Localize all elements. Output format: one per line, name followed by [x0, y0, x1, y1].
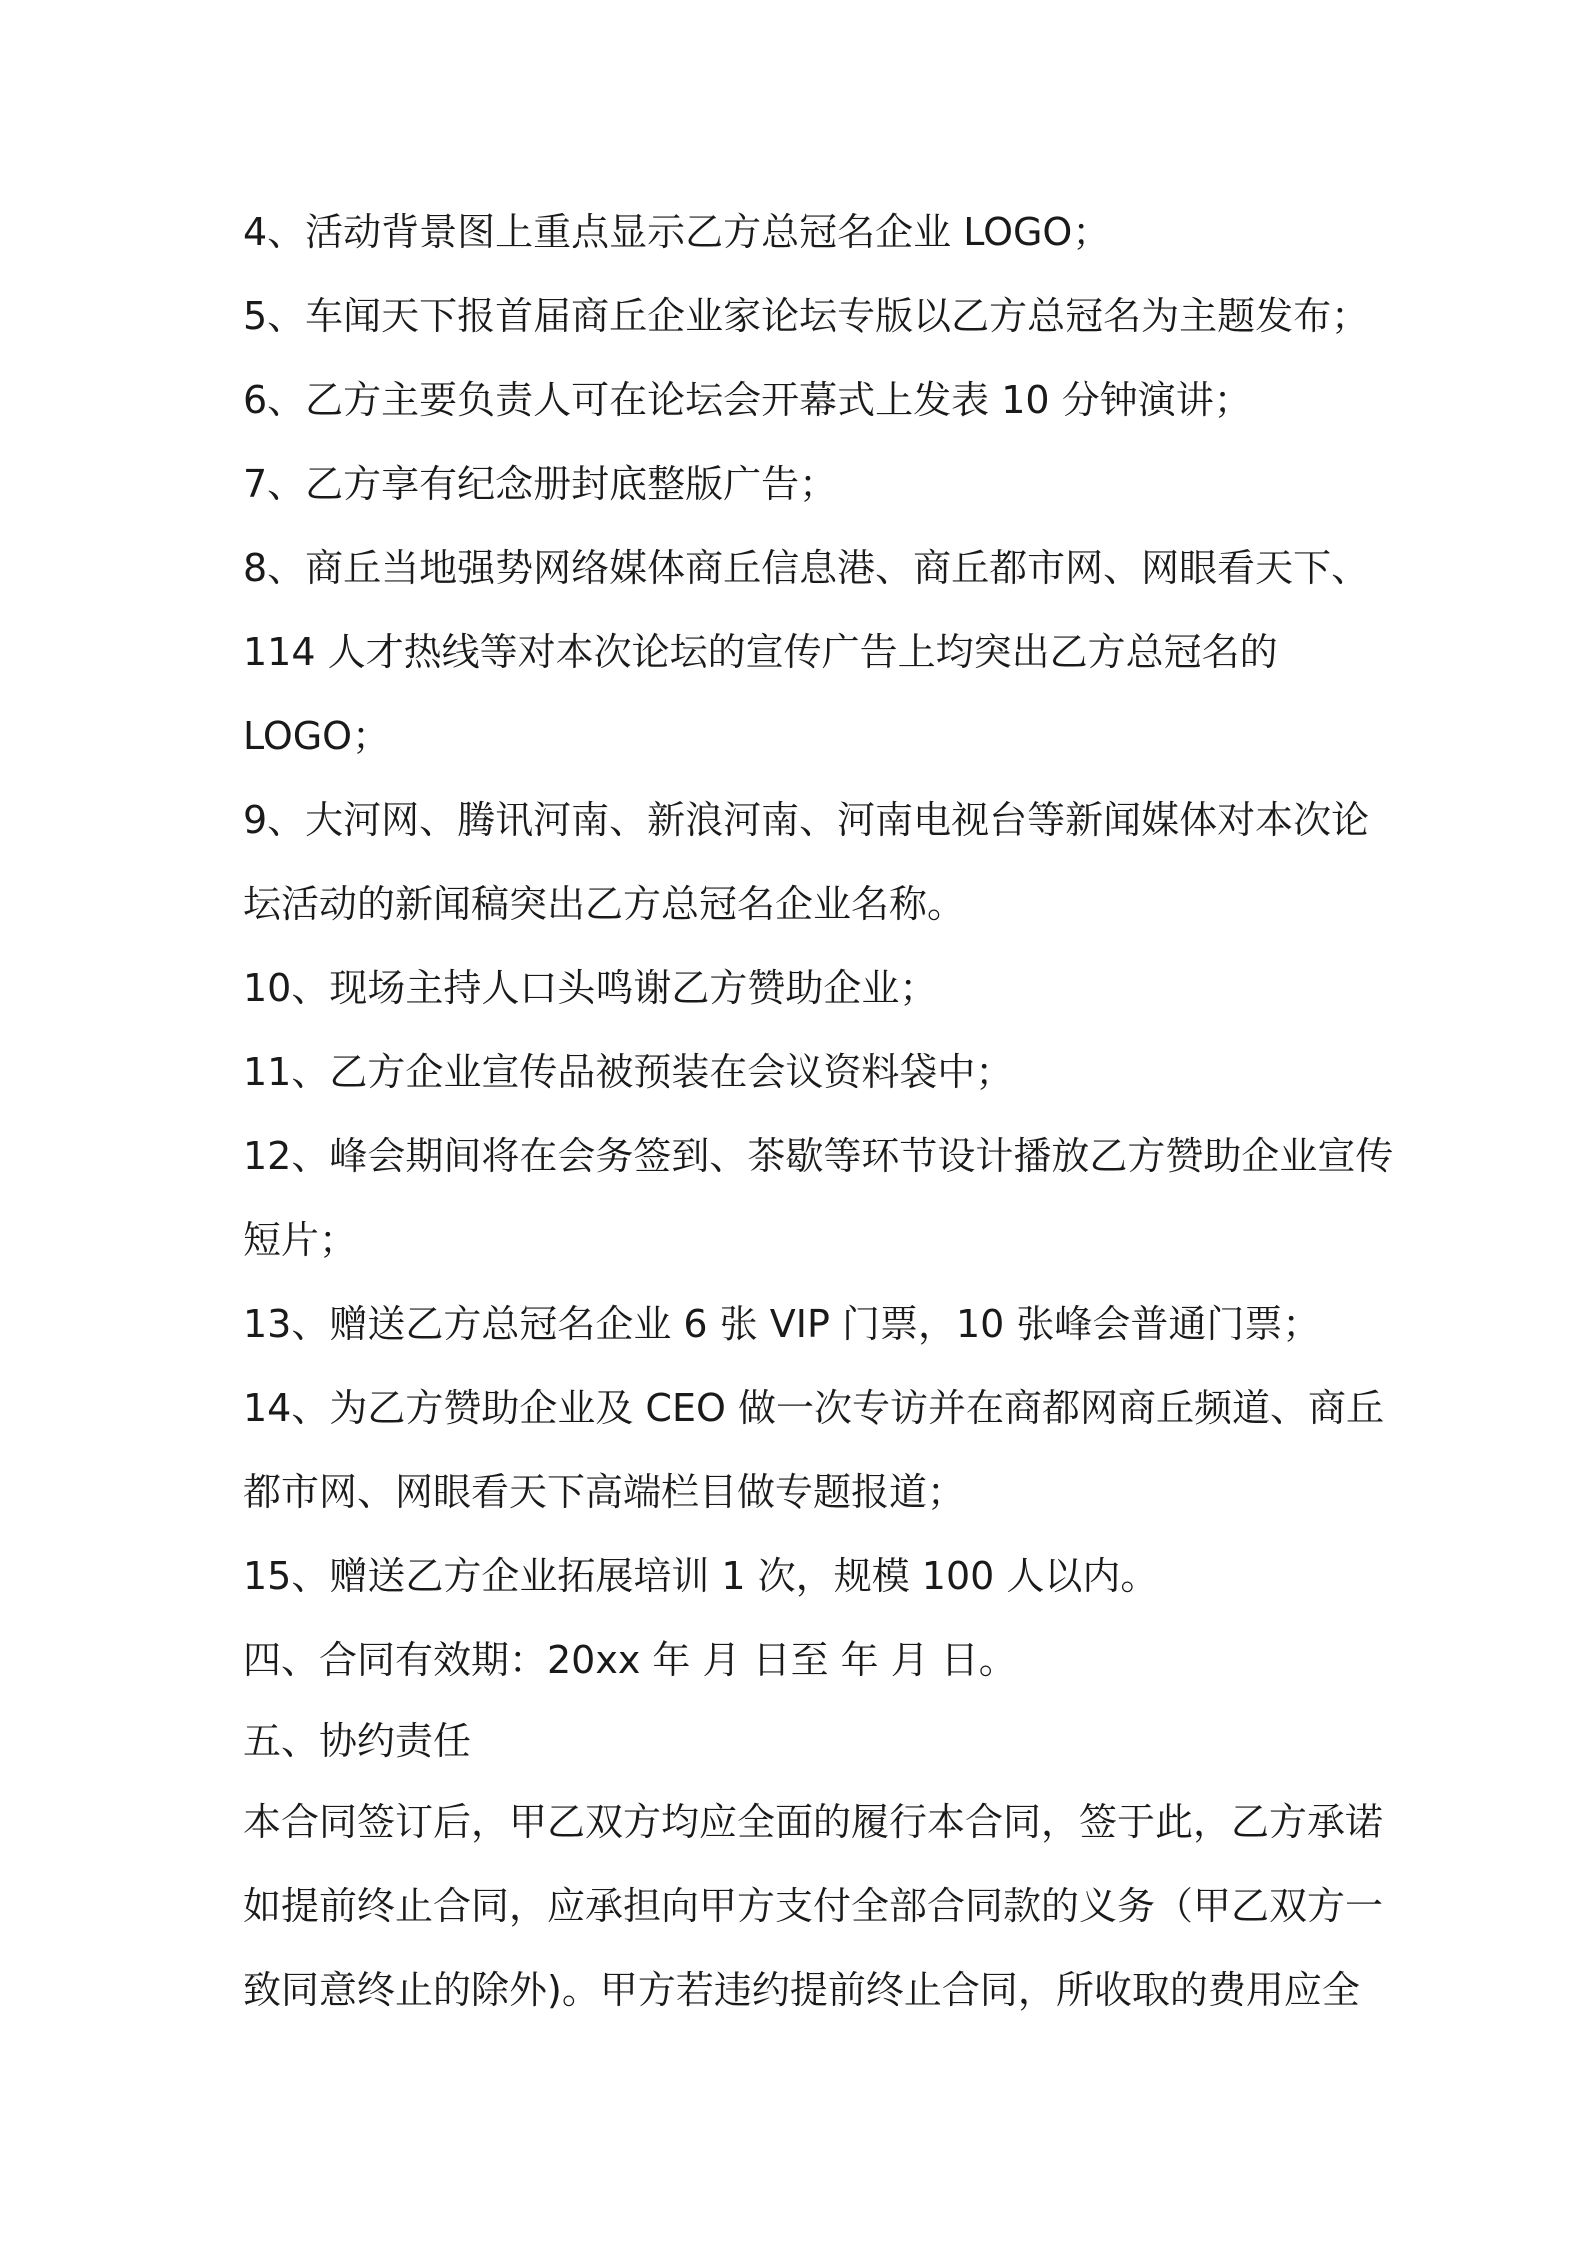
clause-14-line-1: 14、为乙方赞助企业及 CEO 做一次专访并在商都网商丘频道、商丘	[243, 1386, 1384, 1430]
clause-4-line: 4、活动背景图上重点显示乙方总冠名企业 LOGO；	[243, 210, 1111, 254]
contract-term-line: 四、合同有效期：20xx 年 月 日至 年 月 日。	[243, 1638, 1017, 1682]
section-five-heading: 五、协约责任	[243, 1719, 472, 1763]
clause-12-line-2: 短片；	[243, 1218, 358, 1262]
clause-8-line-2: 114 人才热线等对本次论坛的宣传广告上均突出乙方总冠名的	[243, 630, 1278, 674]
document-body	[243, 190, 1394, 2032]
clause-8-line-1: 8、商丘当地强势网络媒体商丘信息港、商丘都市网、网眼看天下、	[243, 546, 1370, 590]
clause-9-line-1: 9、大河网、腾讯河南、新浪河南、河南电视台等新闻媒体对本次论	[243, 798, 1370, 842]
clause-7-line: 7、乙方享有纪念册封底整版广告；	[243, 462, 838, 506]
clause-10-line: 10、现场主持人口头鸣谢乙方赞助企业；	[243, 966, 938, 1010]
clause-6-line: 6、乙方主要负责人可在论坛会开幕式上发表 10 分钟演讲；	[243, 378, 1252, 422]
clause-13-line: 13、赠送乙方总冠名企业 6 张 VIP 门票，10 张峰会普通门票；	[243, 1302, 1321, 1346]
clause-5-line: 5、车闻天下报首届商丘企业家论坛专版以乙方总冠名为主题发布；	[243, 294, 1370, 338]
clause-8-line-3: LOGO；	[243, 714, 391, 758]
liability-line-2: 如提前终止合同，应承担向甲方支付全部合同款的义务（甲乙双方一	[243, 1884, 1384, 1928]
liability-line-3: 致同意终止的除外)。甲方若违约提前终止合同，所收取的费用应全	[243, 1968, 1360, 2012]
clause-15-line: 15、赠送乙方企业拓展培训 1 次，规模 100 人以内。	[243, 1554, 1159, 1598]
clause-14-line-2: 都市网、网眼看天下高端栏目做专题报道；	[243, 1470, 966, 1514]
clause-12-line-1: 12、峰会期间将在会务签到、茶歇等环节设计播放乙方赞助企业宣传	[243, 1134, 1394, 1178]
liability-line-1: 本合同签订后，甲乙双方均应全面的履行本合同，签于此，乙方承诺	[243, 1800, 1384, 1844]
clause-9-line-2: 坛活动的新闻稿突出乙方总冠名企业名称。	[243, 882, 966, 926]
clause-11-line: 11、乙方企业宣传品被预装在会议资料袋中；	[243, 1050, 1014, 1094]
